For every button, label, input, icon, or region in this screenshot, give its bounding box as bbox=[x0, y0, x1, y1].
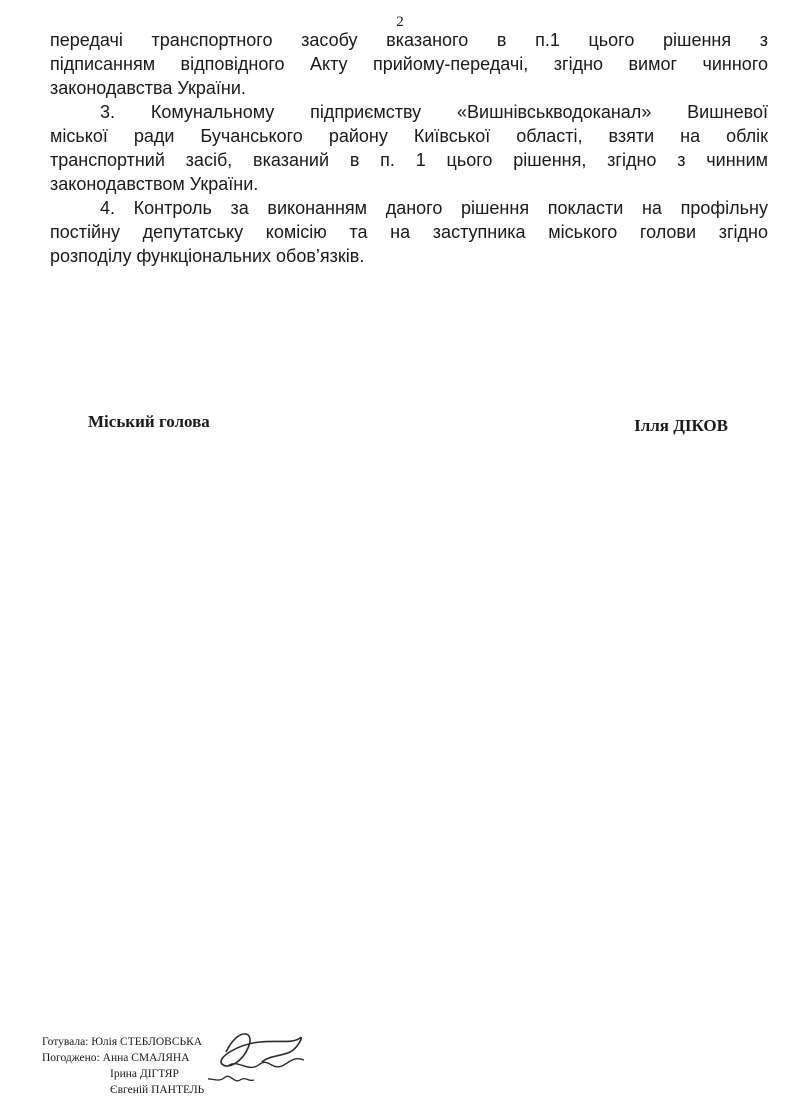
agreed-by-row bbox=[42, 1082, 204, 1098]
text-line: передачі транспортного засобу вказаного в п.1 цього рішення з bbox=[50, 30, 768, 50]
document-body bbox=[50, 28, 768, 268]
agreed-name: Ірина ДІГТЯР bbox=[110, 1068, 179, 1080]
page-number: 2 bbox=[396, 14, 404, 30]
text-line: законодавством України. bbox=[50, 174, 259, 194]
agreed-by-row bbox=[42, 1050, 204, 1066]
text-line: підписанням відповідного Акту прийому-передачі, згідно вимог чинного bbox=[50, 54, 768, 74]
text-line: законодавства України. bbox=[50, 78, 246, 98]
text-line: транспортний засіб, вказаний в п. 1 цього рішення, згідно з чинним bbox=[50, 150, 768, 170]
paragraph-item-3 bbox=[50, 100, 768, 196]
prepared-by-row bbox=[42, 1034, 204, 1050]
text-line: 4. Контроль за виконанням даного рішення покласти на профільну bbox=[100, 198, 768, 218]
approval-footer bbox=[42, 1034, 204, 1098]
agreed-by-row bbox=[42, 1066, 204, 1082]
agreed-name: Анна СМАЛЯНА bbox=[102, 1052, 190, 1064]
text-line: 3. Комунальному підприємству «Вишнівськводоканал» Вишневої bbox=[100, 102, 768, 122]
agreed-name: Євгеній ПАНТЕЛЬ bbox=[110, 1084, 205, 1096]
signatory-title: Міський голова bbox=[88, 412, 210, 431]
text-line: постійну депутатську комісію та на заступника міського голови згідно bbox=[50, 222, 768, 242]
agreed-label: Погоджено: bbox=[42, 1052, 100, 1064]
handwritten-signature-image bbox=[208, 1022, 318, 1102]
text-line: міської ради Бучанського району Київської області, взяти на облік bbox=[50, 126, 768, 146]
prepared-label: Готувала: bbox=[42, 1036, 89, 1048]
paragraph-item-4 bbox=[50, 196, 768, 268]
prepared-name: Юлія СТЕБЛОВСЬКА bbox=[91, 1036, 203, 1048]
paragraph-continuation bbox=[50, 28, 768, 100]
text-line: розподілу функціональних обов’язків. bbox=[50, 246, 365, 266]
signatory-name: Ілля ДІКОВ bbox=[634, 416, 728, 435]
